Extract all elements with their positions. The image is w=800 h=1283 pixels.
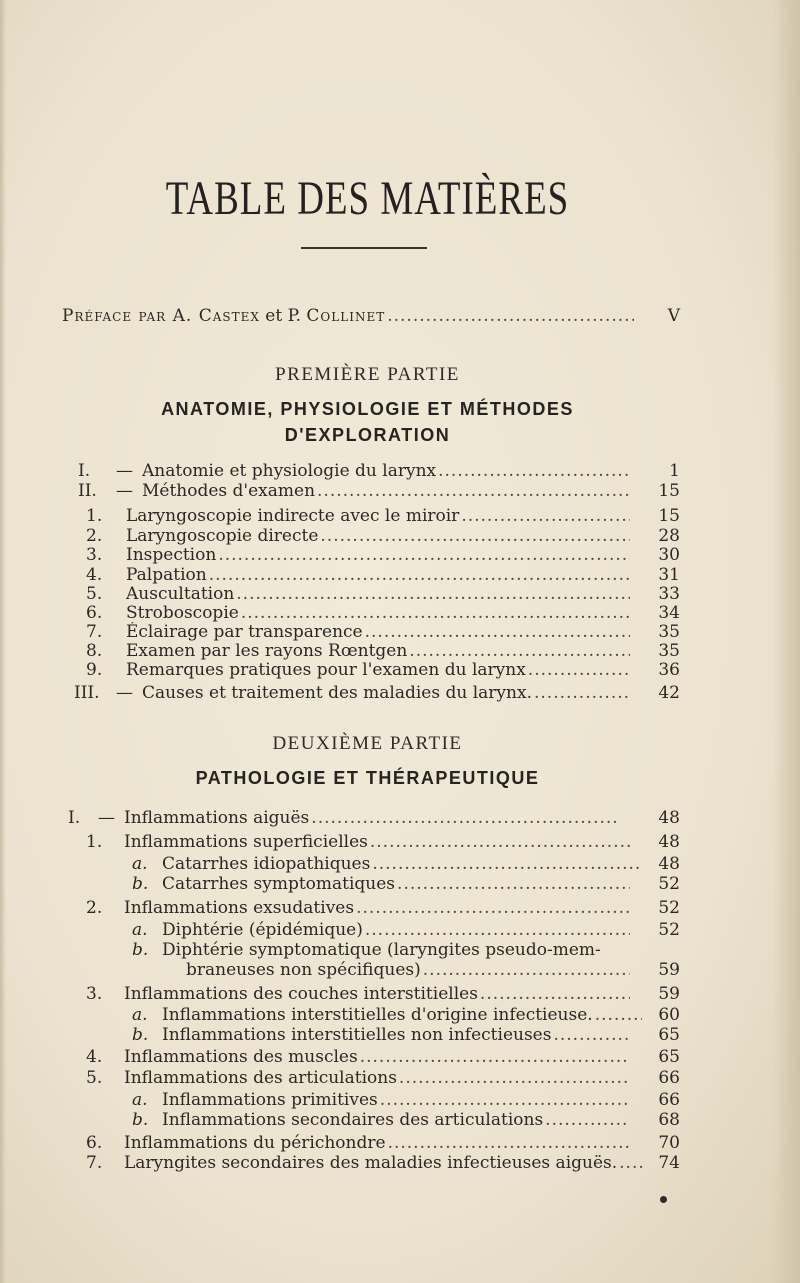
entry-title: Catarrhes symptomatiques xyxy=(162,874,396,894)
dot-leader xyxy=(320,526,630,546)
dot-leader xyxy=(553,1025,630,1045)
entry-text-line xyxy=(126,660,630,680)
dot-leader xyxy=(545,1110,630,1130)
toc-entry xyxy=(0,526,800,546)
entry-text-line xyxy=(162,940,642,960)
entry-number: 3. xyxy=(86,984,103,1004)
entry-number: 4. xyxy=(86,565,103,585)
part-1-heading-line-2: D'EXPLORATION xyxy=(284,425,451,445)
dot-leader xyxy=(380,1090,630,1110)
entry-title: braneuses non spécifiques) xyxy=(186,960,421,980)
toc-entry xyxy=(0,584,800,604)
entry-page-number: 30 xyxy=(658,545,680,565)
dot-leader xyxy=(528,660,630,680)
toc-entry xyxy=(0,1090,800,1110)
entry-page-number: 52 xyxy=(658,898,680,918)
entry-page-number: 42 xyxy=(658,683,680,703)
dot-leader xyxy=(534,683,630,703)
entry-text-line xyxy=(124,1068,630,1088)
entry-page-number: 36 xyxy=(658,660,680,680)
entry-text-line xyxy=(162,874,630,894)
toc-entry xyxy=(0,898,800,918)
entry-letter: a. xyxy=(132,1005,148,1025)
entry-text-line xyxy=(162,854,640,874)
entry-number: 8. xyxy=(86,641,103,661)
entry-title: Catarrhes idiopathiques xyxy=(162,854,371,874)
entry-page-number: 35 xyxy=(658,641,680,661)
entry-page-number: 66 xyxy=(658,1068,680,1088)
dot-leader xyxy=(311,808,620,828)
entry-number: 6. xyxy=(86,1133,103,1153)
toc-entry xyxy=(0,1110,800,1130)
part-1-label: PREMIÈRE PARTIE xyxy=(275,364,460,385)
toc-entry xyxy=(0,808,800,828)
toc-entry xyxy=(0,1153,800,1173)
entry-letter: a. xyxy=(132,920,148,940)
entry-page-number: 74 xyxy=(658,1153,680,1173)
dot-leader xyxy=(388,1133,630,1153)
dot-leader xyxy=(423,960,630,980)
entry-page-number: 59 xyxy=(658,960,680,980)
entry-page-number: 66 xyxy=(658,1090,680,1110)
entry-letter: b. xyxy=(132,940,149,960)
entry-page-number: 48 xyxy=(658,854,680,874)
entry-title: Inflammations interstitielles non infectieuses xyxy=(162,1025,552,1045)
entry-title: Inflammations des couches interstitielles xyxy=(124,984,478,1004)
entry-title: Diphtérie (épidémique) xyxy=(162,920,363,940)
toc-entry xyxy=(0,683,800,703)
dot-leader xyxy=(365,920,630,940)
toc-entry xyxy=(0,1025,800,1045)
entry-number: III. xyxy=(74,683,100,703)
entry-page-number: 15 xyxy=(658,481,680,501)
entry-title: Laryngoscopie indirecte avec le miroir xyxy=(126,506,460,526)
entry-number: 6. xyxy=(86,603,103,623)
entry-title: Stroboscopie xyxy=(126,603,239,623)
entry-page-number: 15 xyxy=(658,506,680,526)
entry-page-number: 65 xyxy=(658,1025,680,1045)
entry-page-number: 52 xyxy=(658,874,680,894)
toc-entry xyxy=(0,461,800,481)
dot-leader xyxy=(218,545,630,565)
dot-leader xyxy=(236,584,630,604)
dot-leader xyxy=(409,641,630,661)
entry-number: 9. xyxy=(86,660,103,680)
entry-letter: b. xyxy=(132,874,149,894)
entry-title: Anatomie et physiologie du larynx xyxy=(142,461,437,481)
entry-page-number: 1 xyxy=(669,461,680,481)
dot-leader xyxy=(209,565,630,585)
toc-entry xyxy=(0,545,800,565)
preface-middle: et P. xyxy=(259,306,307,326)
entry-text-line xyxy=(126,506,630,526)
entry-text-line xyxy=(124,808,620,828)
entry-page-number: 59 xyxy=(658,984,680,1004)
entry-number: 7. xyxy=(86,1153,103,1173)
entry-text-line xyxy=(124,832,630,852)
toc-entry xyxy=(0,506,800,526)
dot-leader xyxy=(438,461,630,481)
entry-number: 2. xyxy=(86,898,103,918)
entry-page-number: 68 xyxy=(658,1110,680,1130)
entry-text-line xyxy=(126,603,630,623)
dot-leader xyxy=(241,603,630,623)
entry-number: 7. xyxy=(86,622,103,642)
entry-letter: b. xyxy=(132,1025,149,1045)
entry-title: Laryngites secondaires des maladies infectieuses aiguës. xyxy=(124,1153,618,1173)
entry-letter: a. xyxy=(132,854,148,874)
entry-page-number: 48 xyxy=(658,808,680,828)
toc-entry xyxy=(0,565,800,585)
entry-page-number: 33 xyxy=(658,584,680,604)
dot-leader xyxy=(397,874,630,894)
toc-entry xyxy=(0,874,800,894)
entry-text-line xyxy=(126,622,630,642)
dot-leader xyxy=(356,898,630,918)
entry-text-line xyxy=(124,1153,644,1173)
entry-page-number: 35 xyxy=(658,622,680,642)
entry-dash: — xyxy=(116,461,133,481)
entry-text-line xyxy=(124,984,630,1004)
toc-entry xyxy=(0,1068,800,1088)
entry-title: Remarques pratiques pour l'examen du larynx xyxy=(126,660,526,680)
toc-entry xyxy=(0,481,800,501)
dot-leader xyxy=(317,481,630,501)
entry-text-line xyxy=(186,960,630,980)
entry-title: Méthodes d'examen xyxy=(142,481,316,501)
entry-title: Causes et traitement des maladies du larynx. xyxy=(142,683,532,703)
entry-number: I. xyxy=(78,461,91,481)
entry-text-line xyxy=(126,526,630,546)
entry-text-line xyxy=(162,1025,630,1045)
entry-text-line xyxy=(142,481,630,501)
toc-entry xyxy=(0,622,800,642)
entry-text-line xyxy=(124,1047,630,1067)
entry-text-line xyxy=(126,584,630,604)
dot-leader xyxy=(365,622,630,642)
entry-title: Examen par les rayons Rœntgen xyxy=(126,641,408,661)
entry-page-number: 34 xyxy=(658,603,680,623)
entry-dash: — xyxy=(98,808,115,828)
entry-title: Inflammations superficielles xyxy=(124,832,368,852)
entry-page-number: 60 xyxy=(658,1005,680,1025)
entry-number: 1. xyxy=(86,832,103,852)
entry-number: II. xyxy=(78,481,97,501)
preface-author-2: Collinet xyxy=(306,306,386,326)
toc-entry xyxy=(0,984,800,1004)
entry-title: Palpation xyxy=(126,565,207,585)
toc-entry xyxy=(0,1047,800,1067)
part-2-heading: PATHOLOGIE ET THÉRAPEUTIQUE xyxy=(195,768,540,788)
entry-text-line xyxy=(142,461,630,481)
entry-text-line xyxy=(124,1133,630,1153)
toc-entry xyxy=(0,832,800,852)
dot-leader xyxy=(399,1068,630,1088)
entry-letter: b. xyxy=(132,1110,149,1130)
entry-dash: — xyxy=(116,481,133,501)
entry-title: Diphtérie symptomatique (laryngites pseudo-mem- xyxy=(162,940,601,960)
entry-text-line xyxy=(126,641,630,661)
entry-text-line xyxy=(162,920,630,940)
entry-page-number: 65 xyxy=(658,1047,680,1067)
entry-number: 5. xyxy=(86,1068,103,1088)
dot-leader xyxy=(480,984,630,1004)
entry-page-number: 52 xyxy=(658,920,680,940)
toc-entry xyxy=(0,603,800,623)
entry-title: Laryngoscopie directe xyxy=(126,526,319,546)
dot-leader xyxy=(595,1005,642,1025)
toc-entry xyxy=(0,1005,800,1025)
preface-author-1: Castex xyxy=(198,306,260,326)
dot-leader xyxy=(370,832,630,852)
entry-number: 1. xyxy=(86,506,103,526)
toc-entry xyxy=(0,660,800,680)
toc-entry xyxy=(0,940,800,960)
entry-number: 2. xyxy=(86,526,103,546)
toc-entry xyxy=(0,641,800,661)
page-title: TABLE DES MATIÈRES xyxy=(165,173,570,226)
entry-text-line xyxy=(162,1110,630,1130)
entry-title: Inspection xyxy=(126,545,217,565)
entry-title: Inflammations secondaires des articulations xyxy=(162,1110,544,1130)
part-1-heading-line-1: ANATOMIE, PHYSIOLOGIE ET MÉTHODES xyxy=(161,399,574,419)
entry-text-line xyxy=(162,1005,642,1025)
entry-text-line xyxy=(124,898,630,918)
entry-letter: a. xyxy=(132,1090,148,1110)
toc-entry xyxy=(0,1133,800,1153)
entry-page-number: 70 xyxy=(658,1133,680,1153)
toc-entry xyxy=(0,920,800,940)
entry-text-line xyxy=(126,545,630,565)
dot-leader xyxy=(360,1047,630,1067)
ink-spot xyxy=(660,1196,667,1203)
toc-entry xyxy=(0,854,800,874)
entry-page-number: 28 xyxy=(658,526,680,546)
entry-title: Inflammations des muscles xyxy=(124,1047,358,1067)
entry-title: Inflammations exsudatives xyxy=(124,898,355,918)
entry-text-line xyxy=(126,565,630,585)
entry-title: Inflammations du périchondre xyxy=(124,1133,386,1153)
entry-text-line xyxy=(142,683,630,703)
entry-page-number: 48 xyxy=(658,832,680,852)
toc-entry xyxy=(0,960,800,980)
entry-page-number: 31 xyxy=(658,565,680,585)
entry-dash: — xyxy=(116,683,133,703)
entry-number: 3. xyxy=(86,545,103,565)
dot-leader xyxy=(372,854,640,874)
entry-number: 5. xyxy=(86,584,103,604)
entry-title: Inflammations des articulations xyxy=(124,1068,397,1088)
entry-text-line xyxy=(162,1090,630,1110)
entry-title: Auscultation xyxy=(126,584,235,604)
entry-number: 4. xyxy=(86,1047,103,1067)
entry-title: Inflammations aiguës xyxy=(124,808,310,828)
entry-title: Inflammations interstitielles d'origine infectieuse. xyxy=(162,1005,593,1025)
entry-number: I. xyxy=(68,808,81,828)
dot-leader xyxy=(461,506,630,526)
entry-title: Inflammations primitives xyxy=(162,1090,378,1110)
preface-page-number: V xyxy=(667,306,680,326)
part-2-label: DEUXIÈME PARTIE xyxy=(272,733,463,754)
preface-prefix: Préface par A. xyxy=(62,306,199,326)
entry-title: Éclairage par transparence xyxy=(126,622,363,642)
